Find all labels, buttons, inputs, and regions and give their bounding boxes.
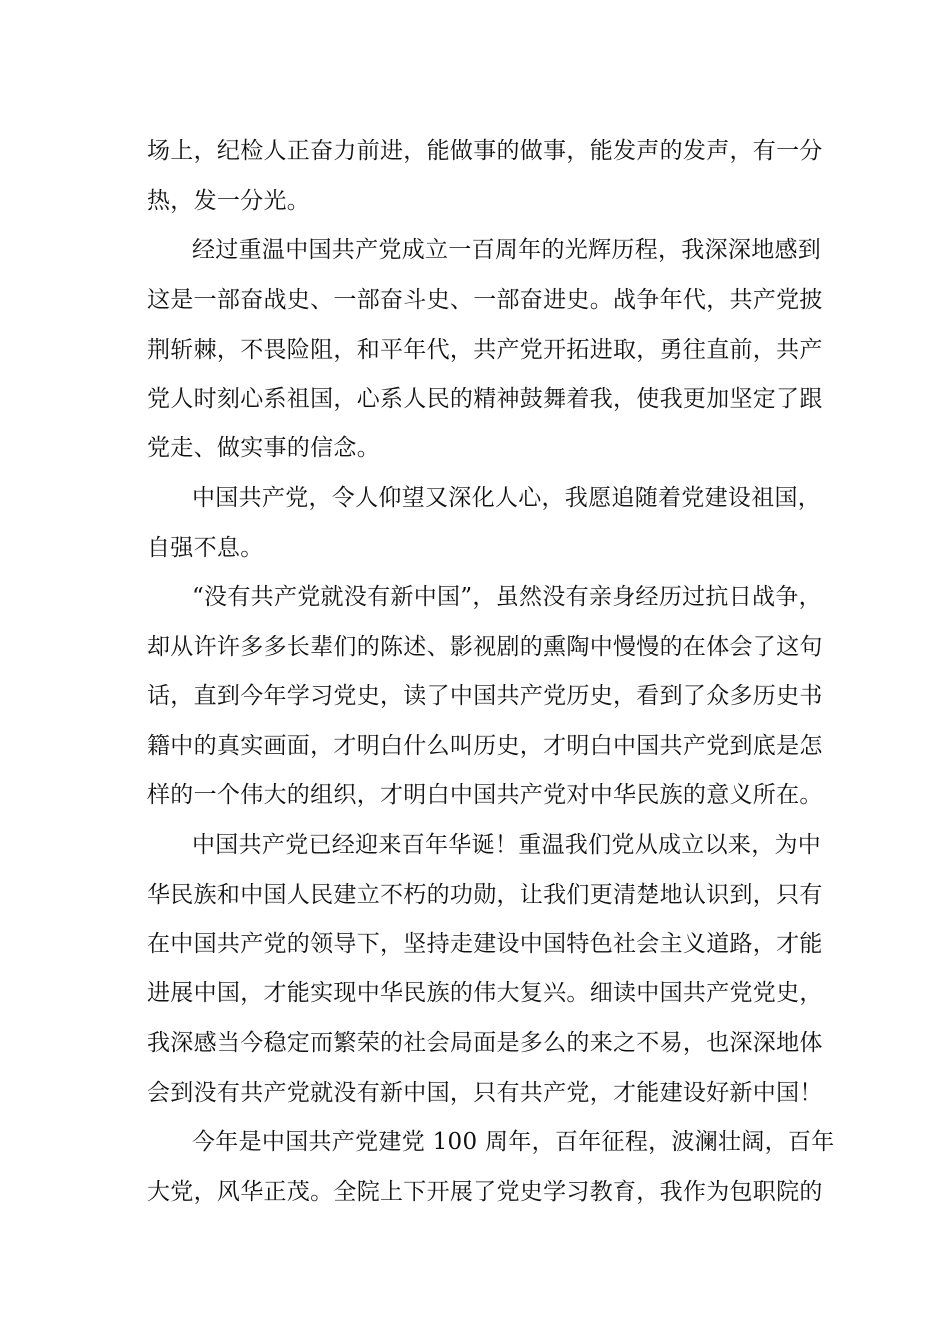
text-line: 籍中的真实画面，才明白什么叫历史，才明白中国共产党到底是怎 bbox=[147, 733, 823, 759]
text-line: 会到没有共产党就没有新中国，只有共产党，才能建设好新中国！ bbox=[147, 1080, 823, 1106]
paragraph-first-line: 经过重温中国共产党成立一百周年的光辉历程，我深深地感到 bbox=[192, 237, 822, 263]
text-line: 场上，纪检人正奋力前进，能做事的做事，能发声的发声，有一分 bbox=[147, 138, 823, 164]
text-line: 我深感当今稳定而繁荣的社会局面是多么的来之不易，也深深地体 bbox=[147, 1030, 823, 1056]
text-line: 在中国共产党的领导下，坚持走建设中国特色社会主义道路，才能 bbox=[147, 931, 823, 957]
paragraph-first-line: “没有共产党就没有新中国”，虽然没有亲身经历过抗日战争， bbox=[192, 584, 822, 610]
paragraph-first-line: 中国共产党，令人仰望又深化人心，我愿追随着党建设祖国， bbox=[192, 485, 822, 511]
text-line: 党人时刻心系祖国，心系人民的精神鼓舞着我，使我更加坚定了跟 bbox=[147, 386, 823, 412]
text-line: 荆斩棘，不畏险阻，和平年代，共产党开拓进取，勇往直前，共产 bbox=[147, 337, 823, 363]
text-line: 却从许许多多长辈们的陈述、影视剧的熏陶中慢慢的在体会了这句 bbox=[147, 634, 823, 660]
text-line: 华民族和中国人民建立不朽的功勋，让我们更清楚地认识到，只有 bbox=[147, 882, 823, 908]
text-line: 这是一部奋战史、一部奋斗史、一部奋进史。战争年代，共产党披 bbox=[147, 287, 823, 313]
text-line: 话，直到今年学习党史，读了中国共产党历史，看到了众多历史书 bbox=[147, 683, 823, 709]
text-line: 大党，风华正茂。全院上下开展了党史学习教育，我作为包职院的 bbox=[147, 1179, 823, 1205]
paragraph-first-line: 中国共产党已经迎来百年华诞！重温我们党从成立以来，为中 bbox=[192, 832, 822, 858]
paragraph-first-line: 今年是中国共产党建党 100 周年，百年征程，波澜壮阔，百年 bbox=[192, 1129, 835, 1155]
text-line: 热，发一分光。 bbox=[147, 188, 311, 214]
text-line: 进展中国，才能实现中华民族的伟大复兴。细读中国共产党党史， bbox=[147, 980, 823, 1006]
text-line: 党走、做实事的信念。 bbox=[147, 435, 380, 461]
text-line: 样的一个伟大的组织，才明白中国共产党对中华民族的意义所在。 bbox=[147, 782, 823, 808]
text-line: 自强不息。 bbox=[147, 535, 264, 561]
